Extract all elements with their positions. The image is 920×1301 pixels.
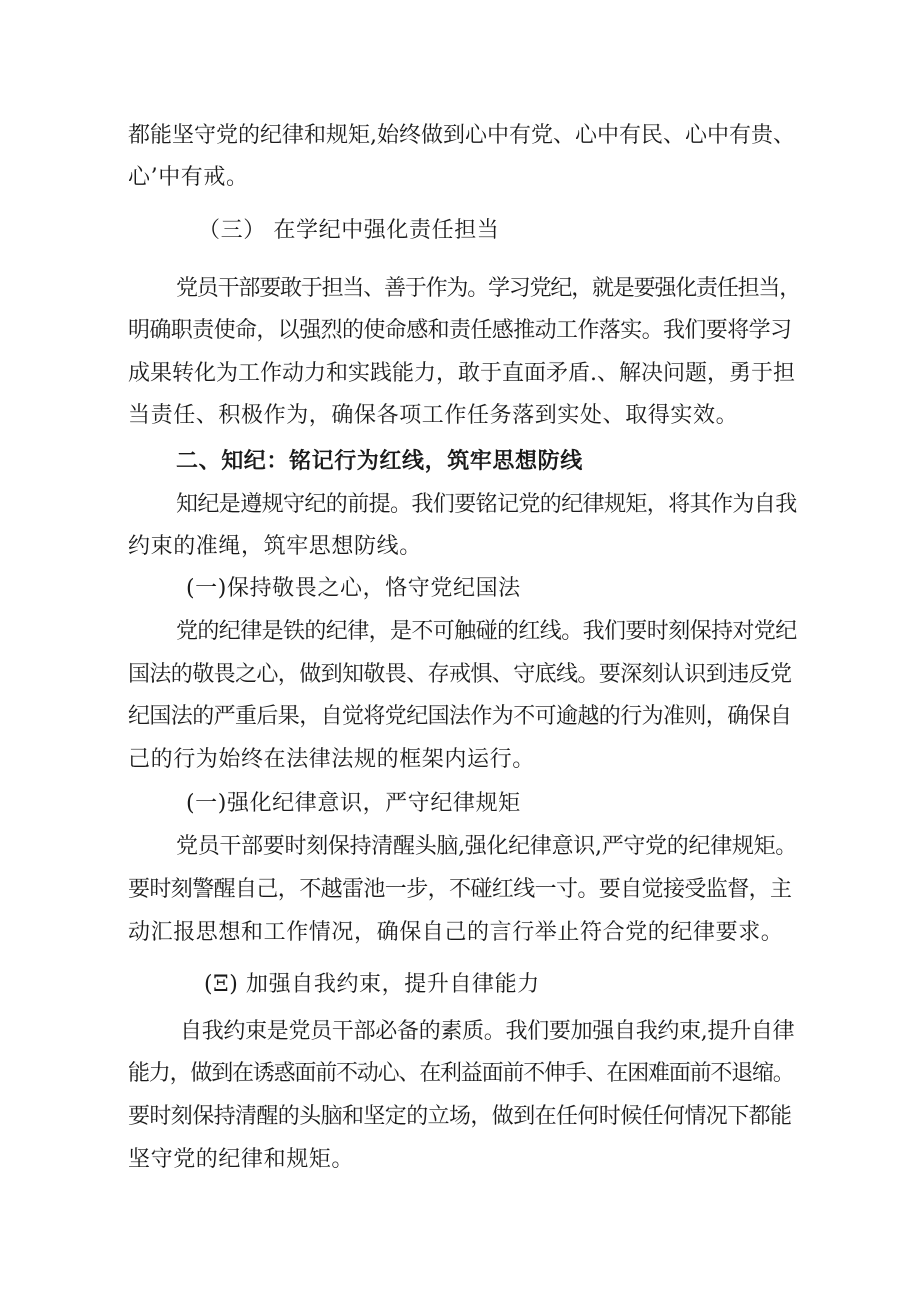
sub-1-body-line-2: 国法的敬畏之心，做到知敬畏、存戒惧、守底线。要深刻认识到违反党 [128,662,792,687]
sub-1-body-line-3: 纪国法的严重后果，自觉将党纪国法作为不可逾越的行为准则，确保自 [128,704,792,729]
section-3-body-line-4: 当责任、积极作为，确保各项工作任务落到实处、取得实效。 [128,403,739,428]
intro-line-1: 都能坚守党的纪律和规矩,始终做到心中有党、心中有民、心中有贵、 [128,123,795,148]
sub-1-body-line-1: 党的纪律是铁的纪律，是不可触碰的红线。我们要时刻保持对党纪 [176,619,797,644]
intro-line-2: 心’中有戒。 [128,165,249,190]
sub-2-heading: (一)强化纪律意识，严守纪律规矩 [186,791,521,816]
section-3-body-line-2: 明确职责使命，以强烈的使命感和责任感推动工作落实。我们要将学习 [128,318,792,343]
sub-3-body-line-4: 坚守党的纪律和规矩。 [128,1147,355,1172]
section-3-body-line-1: 党员干部要敢于担当、善于作为。学习党纪，就是要强化责任担当， [176,276,801,301]
section-3-body-line-3: 成果转化为工作动力和实践能力，敢于直面矛盾.、解决问题，勇于担 [128,361,795,386]
section-3-heading: （三） 在学纪中强化责任担当 [198,218,500,243]
sub-1-heading: (一)保持敬畏之心，恪守党纪国法 [186,576,521,601]
sub-1-body-line-4: 己的行为始终在法律法规的框架内运行。 [128,747,535,772]
sub-3-body-line-3: 要时刻保持清醒的头脑和坚定的立场，做到在任何时候任何情况下都能 [128,1104,792,1129]
part-2-intro-line-2: 约束的准绳，筑牢思想防线。 [128,534,422,559]
sub-2-body-line-2: 要时刻警醒自己，不越雷池一步，不碰红线一寸。要自觉接受监督，主 [128,877,792,902]
part-2-intro-line-1: 知纪是遵规守纪的前提。我们要铭记党的纪律规矩，将其作为自我 [176,492,797,517]
sub-2-body-line-1: 党员干部要时刻保持清醒头脑,强化纪律意识,严守党的纪律规矩。 [176,834,797,859]
sub-3-body-line-1: 自我约束是党员干部必备的素质。我们要加强自我约束,提升自律 [180,1019,795,1044]
sub-3-body-line-2: 能力，做到在诱惑面前不动心、在利益面前不伸手、在困难面前不退缩。 [128,1061,794,1086]
sub-2-body-line-3: 动汇报思想和工作情况，确保自己的言行举止符合党的纪律要求。 [128,920,784,945]
part-2-heading: 二、知纪：铭记行为红线，筑牢思想防线 [176,448,583,474]
sub-3-heading: (Ξ) 加强自我约束，提升自律能力 [204,972,540,997]
